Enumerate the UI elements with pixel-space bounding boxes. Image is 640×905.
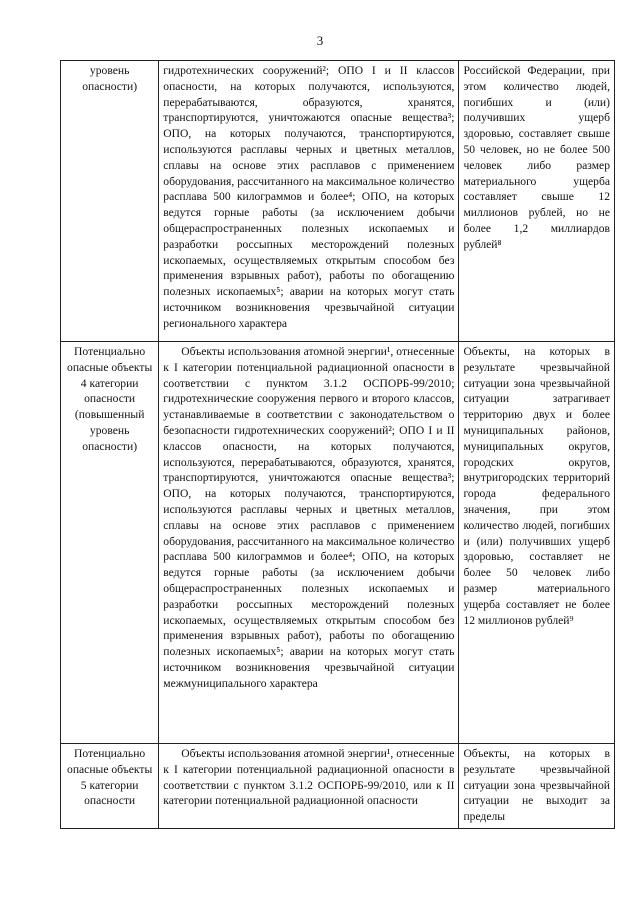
hazard-category-table [60,60,615,829]
criteria-cell: Объекты, на которых в результате чрезвычайной ситуации зона чрезвычайной ситуации не выходит за пределы [463,747,610,824]
page-number: 3 [316,33,324,48]
category-cell: уровень опасности) [61,61,159,342]
category-cell: Потенциально опасные объекты 4 категории опасности (повышенный уровень опасности) [61,342,159,744]
table-row [61,61,615,342]
objects-cell: гидротехнических сооружений²; ОПО I и II классов опасности, на которых получаются, используются, перерабатываются, образуются, хранятся, транспортируются, уничтожаются опасные вещества³; ОПО, на которых получаются, транспортируются, используются расплавы черных и цветных металлов, сплавы на основе этих расплавов с применением оборудования, рассчитанного на максимальное количество расплава 500 килограммов и более⁴; ОПО, на которых ведутся горные работы (за исключением добычи общераспространенных полезных ископаемых и разработки россыпных месторождений полезных ископаемых, осуществляемых открытым способом без применения взрывных работ), работы по обогащению полезных ископаемых⁵; аварии на которых могут стать источником возникновения чрезвычайной ситуации регионального характера [159,61,459,342]
category-cell: Потенциально опасные объекты 5 категории опасности [67,747,153,808]
criteria-cell: Объекты, на которых в результате чрезвычайной ситуации зона чрезвычайной ситуации затрагивает территорию двух и более муниципальных районов, муниципальных округов, городских округов, внутригородских территорий города федерального значения, при этом количество людей, погибших и (или) получивших ущерб здоровью, составляет не более 50 человек либо размер материального ущерба составляет не более 12 миллионов рублей⁹ [459,342,615,744]
criteria-cell: Российской Федерации, при этом количество людей, погибших и (или) получивших ущерб здоровью, составляет свыше 50 человек, но не более 500 человек либо размер материального ущерба составляет свыше 12 миллионов рублей, но не более 1,2 миллиардов рублей⁸ [459,61,615,342]
objects-cell: Объекты использования атомной энергии¹, отнесенные к I категории потенциальной радиационной опасности в соответствии с пунктом 3.1.2 ОСПОРБ-99/2010, или к II категории потенциальной радиационной опасности [163,747,455,808]
objects-cell: Объекты использования атомной энергии¹, отнесенные к I категории потенциальной радиационной опасности в соответствии с пунктом 3.1.2 ОСПОРБ-99/2010; гидротехнические сооружения первого и второго классов, устанавливаемые в соответствии с законодательством о безопасности гидротехнических сооружений²; ОПО I и II классов опасности, на которых получаются, используются, перерабатываются, образуются, хранятся, транспортируются, уничтожаются опасные вещества³; ОПО, на которых получаются, транспортируются, используются расплавы черных и цветных металлов, сплавы на основе этих расплавов с применением оборудования, рассчитанного на максимальное количество расплава 500 килограммов и более⁴; ОПО, на которых ведутся горные работы (за исключением добычи общераспространенных полезных ископаемых и разработки россыпных месторождений полезных ископаемых, осуществляемых открытым способом без применения взрывных работ), работы по обогащению полезных ископаемых⁵; аварии на которых могут стать источником возникновения чрезвычайной ситуации межмуниципального характера [159,342,459,744]
table-row [61,342,615,744]
table-row [61,744,615,829]
